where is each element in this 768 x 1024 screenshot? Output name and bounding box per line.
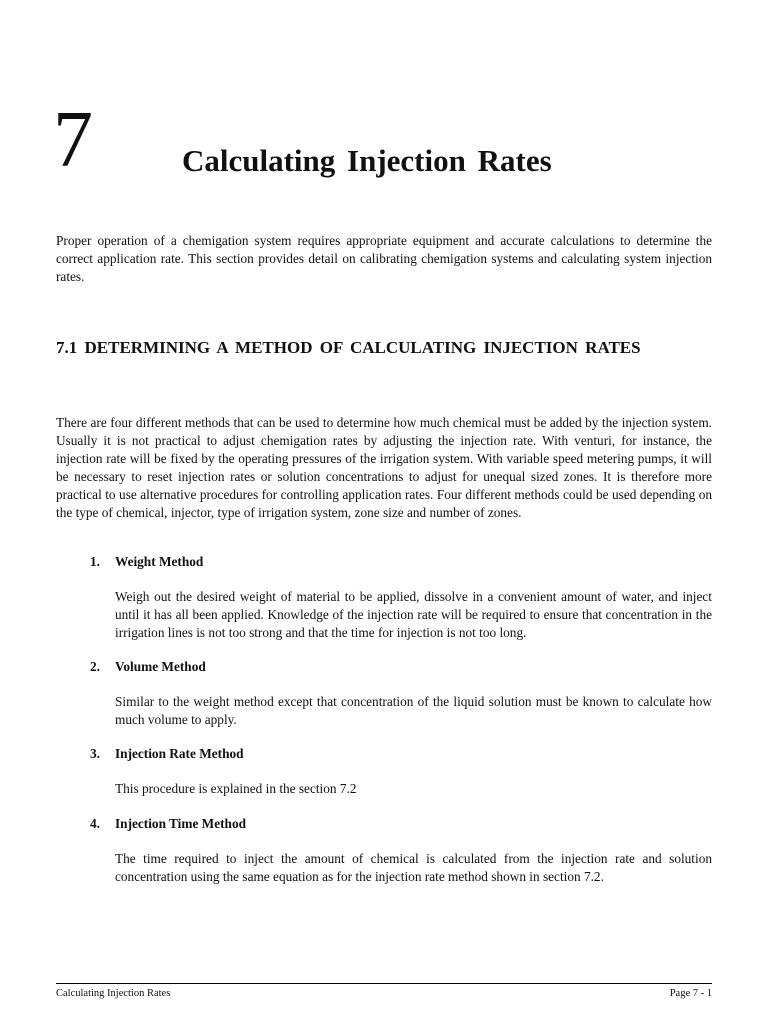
chapter-title: Calculating Injection Rates	[182, 143, 552, 178]
footer-page-number: Page 7 - 1	[669, 988, 712, 999]
method-title: Injection Time Method	[115, 816, 246, 831]
method-description: This procedure is explained in the section 7.2	[115, 781, 357, 796]
method-description: Similar to the weight method except that concentration of the liquid solution must be known to calculate how much volume to apply.	[115, 694, 712, 727]
method-number: 1.	[90, 554, 100, 569]
chapter-number: 7	[53, 96, 93, 184]
footer-divider	[56, 983, 712, 984]
method-number: 2.	[90, 659, 100, 674]
method-title: Volume Method	[115, 659, 206, 674]
method-description: Weigh out the desired weight of material to be applied, dissolve in a convenient amount of water, and inject until it has all been applied. Knowledge of the injection rate will be required to ensure that concentration in the irrigation lines is not too strong and that the time for injection is not too long.	[115, 589, 712, 640]
method-number: 4.	[90, 816, 100, 831]
method-description: The time required to inject the amount of chemical is calculated from the injection rate and solution concentration using the same equation as for the injection rate method shown in section 7.2.	[115, 851, 712, 884]
section-heading: 7.1 DETERMINING A METHOD OF CALCULATING INJECTION RATES	[56, 338, 641, 357]
method-title: Injection Rate Method	[115, 746, 244, 761]
footer-document-title: Calculating Injection Rates	[56, 988, 171, 999]
intro-paragraph: Proper operation of a chemigation system requires appropriate equipment and accurate calculations to determine the correct application rate. This section provides detail on calibrating chemigation systems and calculating system injection rates.	[56, 233, 712, 284]
method-title: Weight Method	[115, 554, 204, 569]
section-body-paragraph: There are four different methods that can be used to determine how much chemical must be added by the injection system. Usually it is not practical to adjust chemigation rates by adjusting the injection rate. With venturi, for instance, the injection rate will be fixed by the operating pressures of the irrigation system. With variable speed metering pumps, it will be necessary to reset injection rates or solution concentrations to adjust for unequal sized zones. It is therefore more practical to use alternative procedures for controlling application rates. Four different methods could be used depending on the type of chemical, injector, type of irrigation system, zone size and number of zones.	[56, 415, 712, 520]
method-number: 3.	[90, 746, 100, 761]
